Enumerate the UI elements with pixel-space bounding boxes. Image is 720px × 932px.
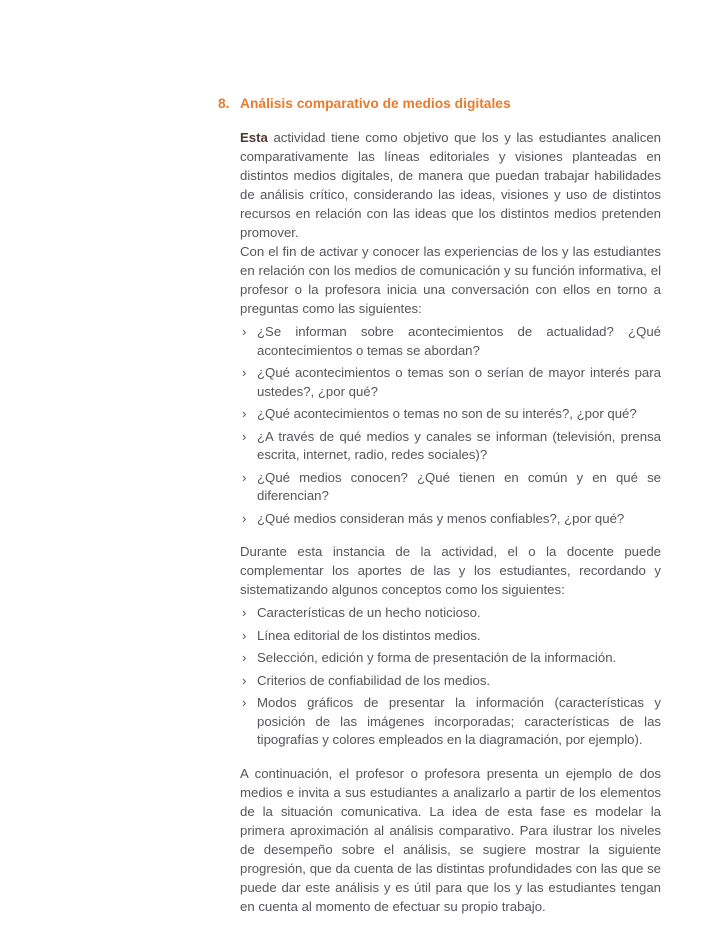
bullet-icon: ›	[242, 428, 247, 444]
question-text: ¿A través de qué medios y canales se informan (televisión, prensa escrita, internet, radio, redes sociales)?	[257, 428, 661, 462]
bullet-icon: ›	[242, 510, 247, 526]
intro-paragraph-text: actividad tiene como objetivo que los y las estudiantes analicen comparativamente las líneas editoriales y visiones planteadas en distintos medios digitales, de manera que puedan trabajar habilidades de análisis crítico, considerando las ideas, visiones y uso de distintos recursos en relación con las ideas que los distintos medios pretenden promover.	[240, 130, 661, 240]
concept-list-item	[240, 627, 661, 646]
bullet-icon: ›	[242, 324, 247, 339]
concept-text: Selección, edición y forma de presentación de la información.	[257, 650, 617, 665]
question-list-item	[240, 469, 661, 506]
concepts-list	[240, 604, 661, 750]
concept-text: Línea editorial de los distintos medios.	[257, 627, 481, 643]
section-number: 8.	[218, 96, 230, 111]
question-text: ¿Qué acontecimientos o temas son o serían de mayor interés para ustedes?, ¿por qué?	[257, 365, 661, 399]
bullet-icon: ›	[242, 650, 247, 665]
question-list-item	[240, 323, 661, 360]
concept-text: Criterios de confiabilidad de los medios.	[257, 672, 491, 688]
concept-list-item	[240, 672, 661, 691]
section-heading	[218, 96, 661, 112]
bullet-icon: ›	[242, 627, 247, 643]
bullet-icon: ›	[242, 605, 247, 620]
question-text: ¿Se informan sobre acontecimientos de actualidad? ¿Qué acontecimientos o temas se abordan?	[257, 324, 661, 358]
closing-paragraph: A continuación, el profesor o profesora presenta un ejemplo de dos medios e invita a sus estudiantes a analizarlo a partir de los elementos de la situación comunicativa. La idea de esta fase es modelar la primera aproximación al análisis comparativo. Para ilustrar los niveles de desempeño sobre el análisis, se sugiere mostrar la siguiente progresión, que da cuenta de las distintas profundidades con las que se puede dar este análisis y es útil para que los y las estudiantes tengan en cuenta al momento de efectuar su propio trabajo.	[240, 765, 661, 914]
activation-paragraph: Con el fin de activar y conocer las experiencias de los y las estudiantes en relación con los medios de comunicación y su función informativa, el profesor o la profesora inicia una conversación con ellos en torno a preguntas como las siguientes:	[240, 244, 661, 316]
concept-text: Características de un hecho noticioso.	[257, 605, 481, 620]
question-text: ¿Qué medios conocen? ¿Qué tienen en común y en qué se diferencian?	[257, 469, 661, 503]
concept-list-item	[240, 694, 661, 750]
bullet-icon: ›	[242, 469, 247, 485]
section-title: Análisis comparativo de medios digitales	[240, 96, 511, 111]
intro-paragraph	[240, 128, 661, 242]
concept-list-item	[240, 649, 661, 668]
questions-list	[240, 323, 661, 528]
question-list-item	[240, 510, 661, 529]
question-list-item	[240, 405, 661, 424]
bullet-icon: ›	[242, 695, 247, 710]
question-text: ¿Qué acontecimientos o temas no son de su interés?, ¿por qué?	[257, 406, 637, 421]
page-content	[218, 96, 661, 916]
question-list-item	[240, 428, 661, 465]
question-text: ¿Qué medios consideran más y menos confiables?, ¿por qué?	[257, 510, 625, 526]
concept-list-item	[240, 604, 661, 623]
concept-text: Modos gráficos de presentar la información (características y posición de las imágenes incorporadas; características de las tipografías y colores empleados en la diagramación, por ejemplo).	[257, 695, 661, 747]
bullet-icon: ›	[242, 365, 247, 380]
complement-paragraph: Durante esta instancia de la actividad, el o la docente puede complementar los aportes de las y los estudiantes, recordando y sistematizando algunos conceptos como los siguientes:	[240, 544, 661, 597]
question-list-item	[240, 364, 661, 401]
intro-lead-word: Esta	[240, 130, 268, 145]
bullet-icon: ›	[242, 406, 247, 421]
bullet-icon: ›	[242, 672, 247, 688]
